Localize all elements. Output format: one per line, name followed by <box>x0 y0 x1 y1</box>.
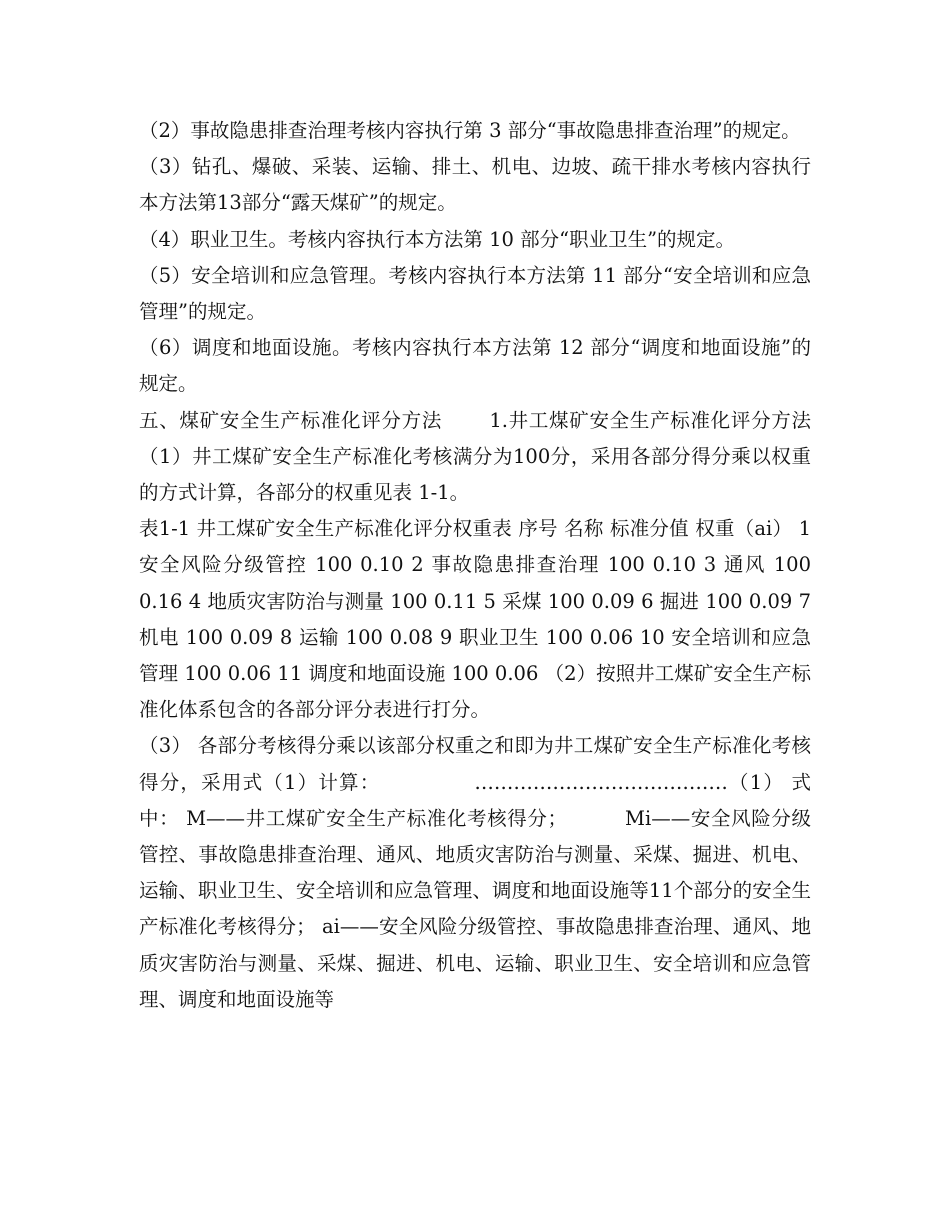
paragraph-item-2: （2）事故隐患排查治理考核内容执行第 3 部分“事故隐患排查治理”的规定。 <box>139 119 801 142</box>
paragraph-item-3: （3）钻孔、爆破、采装、运输、排土、机电、边坡、疏干排水考核内容执行本方法第13部分“露天煤矿”的规定。 <box>139 155 811 215</box>
section-heading-scoring-method: 五、煤矿安全生产标准化评分方法 1.井工煤矿安全生产标准化评分方法 （1）井工煤矿安全生产标准化考核满分为100分，采用各部分得分乘以权重的方式计算，各部分的权重见表 1-1。 <box>139 408 811 505</box>
document-body <box>139 113 811 1018</box>
paragraph-item-6: （6）调度和地面设施。考核内容执行本方法第 12 部分“调度和地面设施”的规定。 <box>139 336 811 396</box>
weight-table-inline: 表1-1 井工煤矿安全生产标准化评分权重表 序号 名称 标准分值 权重（ai） 1 安全风险分级管控 100 0.10 2 事故隐患排查治理 100 0.10 3 通风 100 0.16 4 地质灾害防治与测量 100 0.11 5 采煤 100 0.09 6 掘进 100 0.09 7 机电 100 0.09 8 运输 100 0.08 9 职业卫生 100 0.06 10 安全培训和应急管理 100 0.06 11 调度和地面设施 100 0.06 （2）按照井工煤矿安全生产标准化体系包含的各部分评分表进行打分。 <box>139 517 811 722</box>
paragraph-item-5: （5）安全培训和应急管理。考核内容执行本方法第 11 部分“安全培训和应急管理”的规定。 <box>139 263 811 324</box>
formula-explanation: （3） 各部分考核得分乘以该部分权重之和即为井工煤矿安全生产标准化考核得分，采用式（1）计算： …………………………………（1） 式中： M——井工煤矿安全生产标准化考核得分； Mi——安全风险分级管控、事故隐患排查治理、通风、地质灾害防治与测量、采煤、掘进、机电、运输、职业卫生、安全培训和应急管理、调度和地面设施等11个部分的安全生产标准化考核得分； ai——安全风险分级管控、事故隐患排查治理、通风、地质灾害防治与测量、采煤、掘进、机电、运输、职业卫生、安全培训和应急管理、调度和地面设施等 <box>139 734 811 1011</box>
paragraph-item-4: （4）职业卫生。考核内容执行本方法第 10 部分“职业卫生”的规定。 <box>139 227 736 251</box>
